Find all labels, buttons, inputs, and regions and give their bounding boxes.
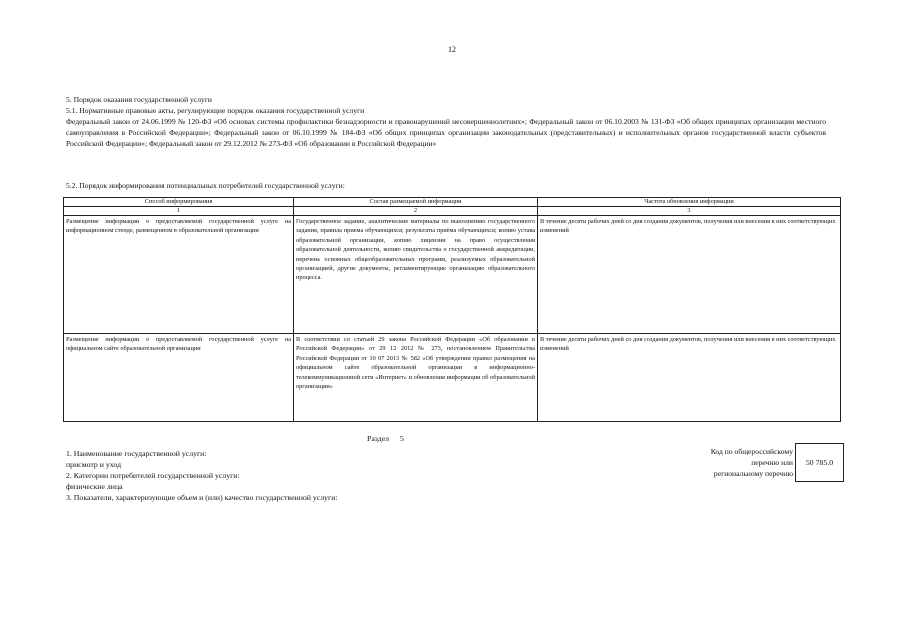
table-row <box>64 216 841 334</box>
section-subtitle: 5.1. Нормативные правовые акты, регулирующие порядок оказания государственной услуги <box>66 106 365 115</box>
info-order-title: 5.2. Порядок информирования потенциальных потребителей государственной услуги: <box>66 181 345 190</box>
registry-code-box <box>795 443 844 482</box>
table-number-row <box>64 207 841 216</box>
table-header-row <box>64 198 841 207</box>
laws-paragraph: Федеральный закон от 24.06.1999 № 120-ФЗ «Об основах системы профилактики безнадзорности и правонарушений несовершеннолетних»; Федеральный закон от 06.10.2003 № 131-ФЗ «Об общих принципах организации местного самоуправления в Российской Федерации»; Федеральный закон от 06.10.1999 № 184-ФЗ «Об общих принципах организации законодательных (представительных) и исполнительных органов государственной власти субъектов Российской Федерации»; Федеральный закон от 29.12.2012 № 273-ФЗ «Об образовании в Российской Федерации» <box>66 117 826 148</box>
method-cell: Размещение информации о предоставляемой государственной услуге на информационном стенде, размещенном в образовательной организации <box>64 216 294 334</box>
registry-label-line3: региональному перечню <box>713 469 793 478</box>
method-cell: Размещение информации о предоставляемой государственной услуге на официальном сайте образовательной организации <box>64 334 294 422</box>
frequency-cell: В течение десяти рабочих дней со дня создания документов, получения или внесения в них соответствующих изменений <box>538 334 841 422</box>
consumers-value: физические лица <box>66 482 123 491</box>
content-cell: Государственное задание, аналитические материалы по выполнению государственного задания, правила приема обучающихся; результаты приёма обучающихся; копию устава образовательной организации, копию лицензии на право осуществления образовательной деятельности, копию свидетельства о государственной аккредитации, перечень основных общеобразовательных программ, реализуемых образовательной организацией, другие документы, регламентирующие организацию образовательного процесса. <box>294 216 538 334</box>
header-content: Состав размещаемой информации <box>294 198 538 207</box>
section-title: 5. Порядок оказания государственной услуги <box>66 95 212 104</box>
header-frequency: Частота обновления информации <box>538 198 841 207</box>
table-row <box>64 334 841 422</box>
consumers-label: 2. Категории потребителей государственной услуги: <box>66 471 240 480</box>
service-name-label: 1. Наименование государственной услуги: <box>66 449 207 458</box>
frequency-cell: В течение десяти рабочих дней со дня создания документов, получения или внесения в них соответствующих изменений <box>538 216 841 334</box>
indicators-label: 3. Показатели, характеризующие объем и (или) качество государственной услуги: <box>66 493 338 502</box>
content-cell: В соответствии со статьей 29 закона Российской Федерации «Об образовании в Российской Федерации» от 29 12 2012 № 273, постановлением Правительства Российской Федерации от 10 07 2013 № 582 «Об утверждении правил размещения на официальном сайте образовательной организации в информационно-телекоммуникационной сети «Интернет» и обновления информации об образовательной организации» <box>294 334 538 422</box>
registry-label-line2: перечню или <box>751 458 793 467</box>
registry-label-line1: Код по общероссийскому <box>710 447 793 456</box>
column-number: 3 <box>538 207 841 216</box>
razdel-heading: Раздел 5 <box>367 434 404 443</box>
header-method: Способ информирования <box>64 198 294 207</box>
column-number: 1 <box>64 207 294 216</box>
info-table <box>63 197 841 422</box>
page-number: 12 <box>448 45 456 54</box>
registry-code: 50 785.0 <box>805 458 834 467</box>
column-number: 2 <box>294 207 538 216</box>
service-name-value: присмотр и уход <box>66 460 122 469</box>
